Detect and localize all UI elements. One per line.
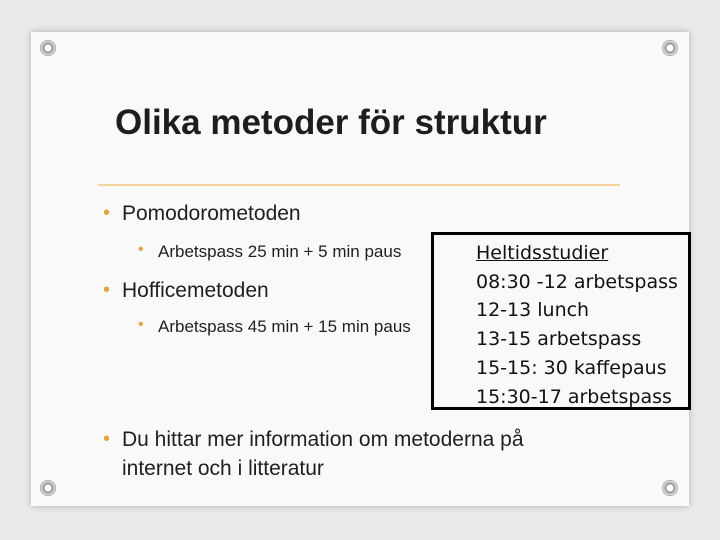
bullet-item bbox=[103, 428, 524, 452]
bullet-text: Arbetspass 45 min + 15 min paus bbox=[158, 317, 411, 336]
schedule-line: 08:30 -12 arbetspass bbox=[476, 271, 678, 293]
bullet-icon: • bbox=[103, 279, 111, 301]
schedule-line: 15-15: 30 kaffepaus bbox=[476, 357, 667, 379]
bullet-item bbox=[103, 202, 301, 226]
bullet-continuation bbox=[122, 457, 324, 481]
bullet-icon: • bbox=[103, 202, 111, 224]
pin-icon bbox=[40, 480, 56, 496]
bullet-icon: • bbox=[103, 428, 111, 450]
title-divider bbox=[98, 184, 620, 186]
bullet-text: internet och i litteratur bbox=[122, 457, 324, 480]
sub-bullet-item bbox=[138, 241, 402, 262]
bullet-text: Arbetspass 25 min + 5 min paus bbox=[158, 242, 402, 261]
bullet-item bbox=[103, 279, 269, 303]
pin-icon bbox=[662, 480, 678, 496]
bullet-icon: • bbox=[138, 316, 144, 333]
bullet-text: Hofficemetoden bbox=[122, 279, 269, 302]
schedule-heading: Heltidsstudier bbox=[476, 242, 609, 264]
bullet-icon: • bbox=[138, 241, 144, 258]
schedule-line: 15:30-17 arbetspass bbox=[476, 386, 672, 408]
slide-title: Olika metoder för struktur bbox=[115, 103, 547, 142]
schedule-line: 12-13 lunch bbox=[476, 299, 590, 321]
schedule-line: 13-15 arbetspass bbox=[476, 328, 642, 350]
pin-icon bbox=[662, 40, 678, 56]
schedule-box bbox=[431, 232, 691, 410]
bullet-text: Du hittar mer information om metoderna på bbox=[122, 428, 524, 451]
sub-bullet-item bbox=[138, 316, 411, 337]
pin-icon bbox=[40, 40, 56, 56]
bullet-text: Pomodorometoden bbox=[122, 202, 301, 225]
